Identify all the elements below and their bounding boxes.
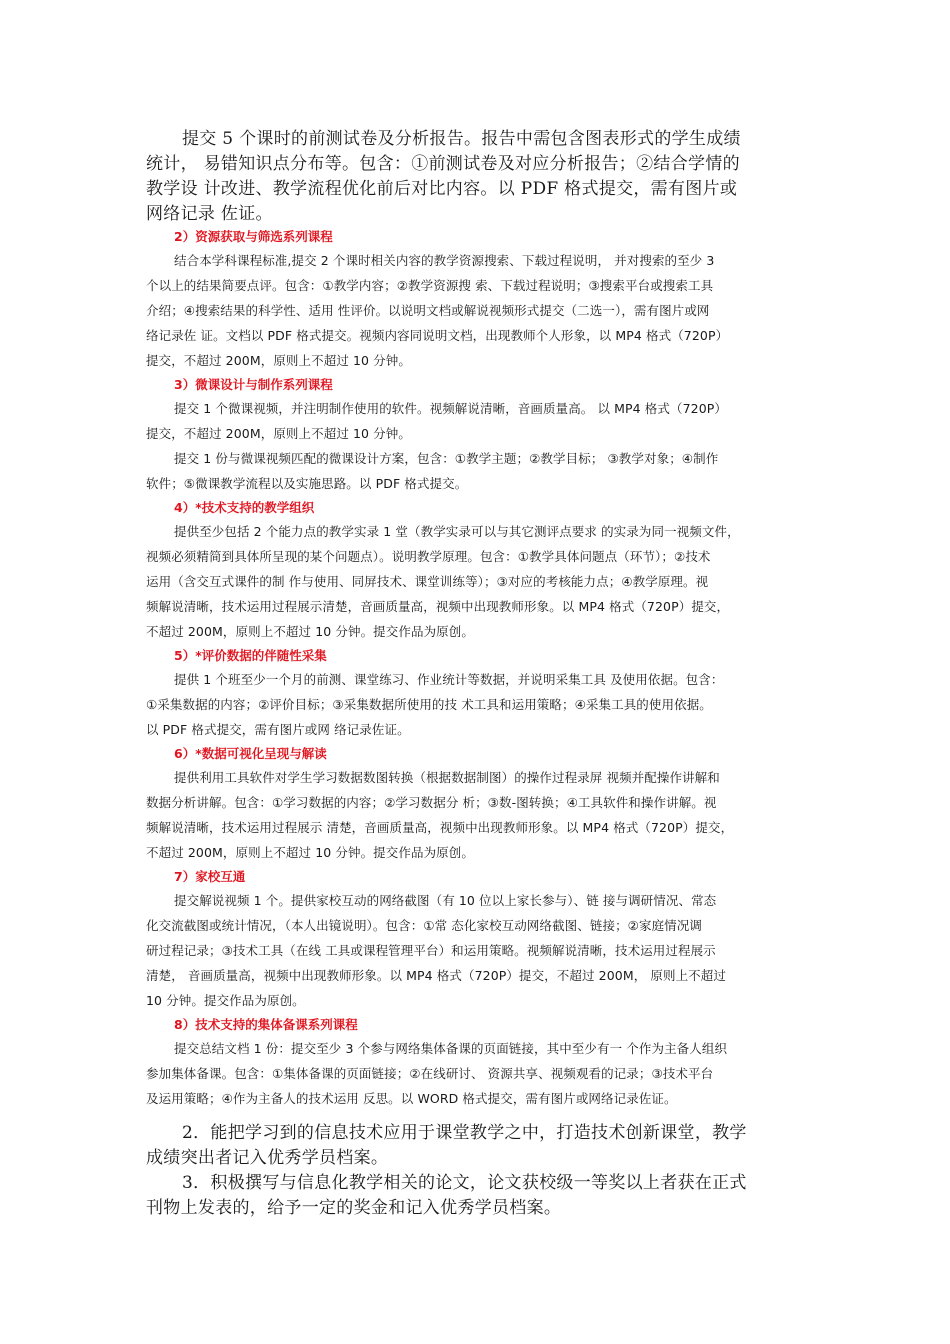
section-collective-lesson-prep [146, 1013, 806, 1111]
closing-item [146, 1171, 806, 1221]
section-paragraph [146, 248, 806, 373]
body-line: 提供 1 个班至少一个月的前测、课堂练习、作业统计等数据，并说明采集工具 及使用依据。包含： [174, 672, 724, 687]
section-paragraph [146, 1036, 806, 1111]
section-heading: 7）家校互通 [174, 869, 246, 884]
closing-line: 成绩突出者记入优秀学员档案。 [146, 1148, 389, 1168]
section-paragraph [146, 667, 806, 742]
body-line: 提交 1 份与微课视频匹配的微课设计方案，包含：①教学主题；②教学目标； ③教学对象；④制作 [174, 451, 719, 466]
section-home-school [146, 865, 806, 1013]
sections-list [146, 225, 806, 1111]
body-line: 研过程记录；③技术工具（在线 工具或课程管理平台）和运用策略。视频解说清晰，技术运用过程展示 [146, 943, 716, 958]
body-line: 提交，不超过 200M，原则上不超过 10 分钟。 [146, 426, 411, 441]
body-line: 提供利用工具软件对学生学习数据数图转换（根据数据制图）的操作过程录屏 视频并配操作讲解和 [174, 770, 720, 785]
closing-item [146, 1121, 806, 1171]
section-microlesson [146, 373, 806, 496]
body-line: 视频必须精简到具体所呈现的某个问题点）。说明教学原理。包含：①教学具体问题点（环节）；②技术 [146, 549, 711, 564]
body-line: 清楚， 音画质量高，视频中出现教师形象。以 MP4 格式（720P）提交，不超过 200M， 原则上不超过 [146, 968, 726, 983]
body-line: 频解说清晰，技术运用过程展示 清楚，音画质量高，视频中出现教师形象。以 MP4 格式（720P）提交， [146, 820, 734, 835]
section-paragraph [146, 888, 806, 1013]
closing-paragraphs [146, 1121, 806, 1221]
closing-line: 3．积极撰写与信息化教学相关的论文，论文获校级一等奖以上者获在正式 [182, 1173, 747, 1193]
body-line: 运用（含交互式课件的制 作与使用、同屏技术、课堂训练等）；③对应的考核能力点；④教学原理。视 [146, 574, 709, 589]
closing-line: 刊物上发表的，给予一定的奖金和记入优秀学员档案。 [146, 1198, 562, 1218]
body-line: 提交 1 个微课视频，并注明制作使用的软件。视频解说清晰，音画质量高。 以 MP4 格式（720P） [174, 401, 727, 416]
body-line: 参加集体备课。包含：①集体备课的页面链接；②在线研讨、 资源共享、视频观看的记录；③技术平台 [146, 1066, 714, 1081]
section-data-collection [146, 644, 806, 742]
section-heading: 6）*数据可视化呈现与解读 [174, 746, 327, 761]
body-line: 不超过 200M，原则上不超过 10 分钟。提交作品为原创。 [146, 624, 474, 639]
section-heading: 3）微课设计与制作系列课程 [174, 377, 333, 392]
body-line: 结合本学科课程标准,提交 2 个课时相关内容的教学资源搜索、下载过程说明， 并对搜索的至少 3 [174, 253, 715, 268]
body-line: 提交，不超过 200M，原则上不超过 10 分钟。 [146, 353, 411, 368]
body-line: 介绍；④搜索结果的科学性、适用 性评价。以说明文档或解说视频形式提交（二选一），需有图片或网 [146, 303, 710, 318]
section-resource-acquisition [146, 225, 806, 373]
section-paragraph [146, 396, 806, 446]
body-line: 提供至少包括 2 个能力点的教学实录 1 堂（教学实录可以与其它测评点要求 的实录为同一视频文件， [174, 524, 740, 539]
section-heading: 5）*评价数据的伴随性采集 [174, 648, 327, 663]
body-line: 不超过 200M，原则上不超过 10 分钟。提交作品为原创。 [146, 845, 474, 860]
section-paragraph [146, 765, 806, 865]
body-line: 10 分钟。提交作品为原创。 [146, 993, 305, 1008]
section-data-visualization [146, 742, 806, 865]
section-paragraph [146, 519, 806, 644]
intro-line: 网络记录 佐证。 [146, 204, 273, 224]
body-line: 化交流截图或统计情况，（本人出镜说明）。包含：①常 态化家校互动网络截图、链接；②家庭情况调 [146, 918, 702, 933]
section-paragraph [146, 446, 806, 496]
body-line: 以 PDF 格式提交，需有图片或网 络记录佐证。 [146, 722, 410, 737]
section-heading: 2）资源获取与筛选系列课程 [174, 229, 333, 244]
body-line: 络记录佐 证。文档以 PDF 格式提交。视频内容同说明文档，出现教师个人形象，以 MP4 格式（720P） [146, 328, 729, 343]
closing-line: 2．能把学习到的信息技术应用于课堂教学之中，打造技术创新课堂，教学 [182, 1123, 747, 1143]
body-line: 数据分析讲解。包含：①学习数据的内容；②学习数据分 析；③数-图转换；④工具软件和操作讲解。视 [146, 795, 717, 810]
section-heading: 8）技术支持的集体备课系列课程 [174, 1017, 358, 1032]
body-line: 及运用策略；④作为主备人的技术运用 反思。以 WORD 格式提交，需有图片或网络记录佐证。 [146, 1091, 677, 1106]
body-line: ①采集数据的内容；②评价目标；③采集数据所使用的技 术工具和运用策略；④采集工具的使用依据。 [146, 697, 712, 712]
body-line: 频解说清晰，技术运用过程展示清楚，音画质量高，视频中出现教师形象。以 MP4 格式（720P）提交， [146, 599, 730, 614]
intro-paragraph [146, 127, 806, 227]
body-line: 提交总结文档 1 份：提交至少 3 个参与网络集体备课的页面链接，其中至少有一 个作为主备人组织 [174, 1041, 728, 1056]
intro-line: 提交 5 个课时的前测试卷及分析报告。报告中需包含图表形式的学生成绩 [182, 129, 741, 149]
section-heading: 4）*技术支持的教学组织 [174, 500, 315, 515]
body-line: 软件；⑤微课教学流程以及实施思路。以 PDF 格式提交。 [146, 476, 468, 491]
intro-line: 教学设 计改进、教学流程优化前后对比内容。以 PDF 格式提交，需有图片或 [146, 179, 738, 199]
intro-line: 统计， 易错知识点分布等。包含：①前测试卷及对应分析报告；②结合学情的 [146, 154, 740, 174]
body-line: 个以上的结果简要点评。包含：①教学内容；②教学资源搜 索、下载过程说明；③搜索平台或搜索工具 [146, 278, 714, 293]
body-line: 提交解说视频 1 个。提供家校互动的网络截图（有 10 位以上家长参与）、链 接与调研情况、常态 [174, 893, 717, 908]
section-teaching-organization [146, 496, 806, 644]
